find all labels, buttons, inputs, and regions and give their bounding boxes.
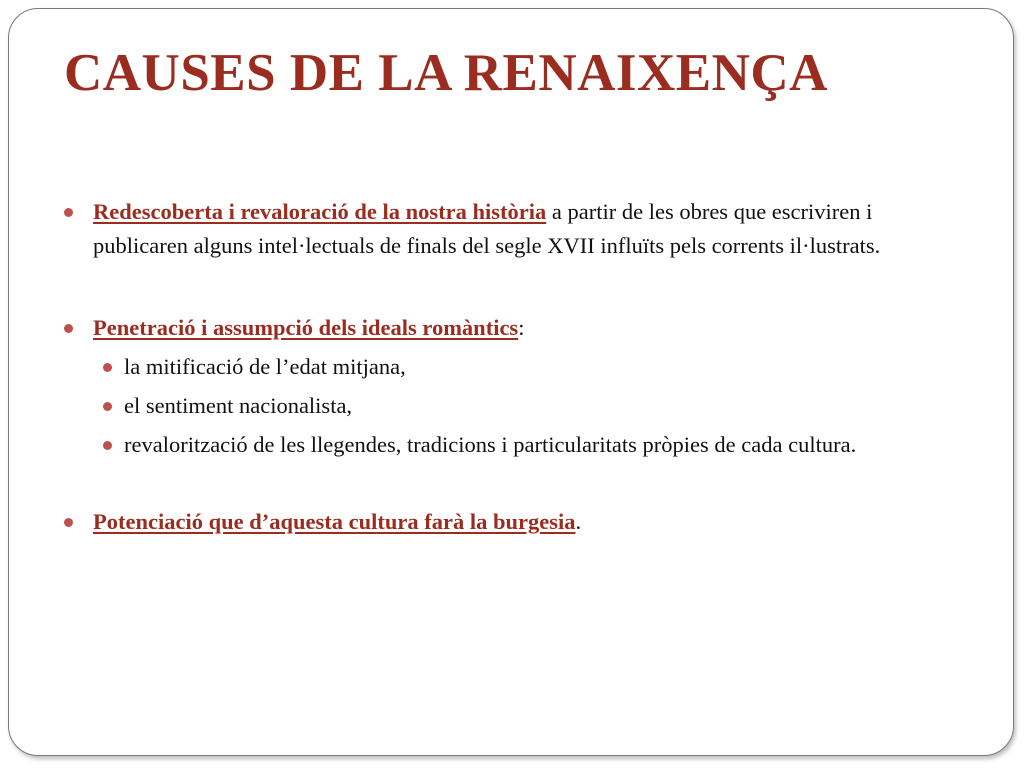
- bullet-item-bourgeoisie: [64, 505, 964, 539]
- slide-title: CAUSES DE LA RENAIXENÇA: [64, 44, 828, 102]
- sub-bullet-item: [64, 389, 964, 423]
- sub-bullet-text: la mitificació de l’edat mitjana,: [124, 354, 406, 379]
- romantic-ideals-link[interactable]: Penetració i assumpció dels ideals romàntics: [93, 315, 519, 340]
- bullet-text: .: [575, 509, 582, 534]
- sub-bullet-item: [64, 350, 964, 384]
- bourgeoisie-link[interactable]: Potenciació que d’aquesta cultura farà la burgesia: [93, 509, 576, 534]
- bullet-text: a partir de les obres que escriviren i publicaren alguns intel·lectuals de finals del segle XVII influïts pels corrents il·lustrats.: [93, 199, 881, 258]
- sub-bullet-item: [64, 428, 964, 462]
- history-link[interactable]: Redescoberta i revaloració de la nostra història: [93, 199, 547, 224]
- sub-bullet-text: revalorització de les llegendes, tradicions i particularitats pròpies de cada cultura.: [124, 432, 857, 457]
- bullet-item-history: [64, 195, 964, 263]
- bullet-dot-icon: [103, 402, 112, 411]
- bullet-dot-icon: [64, 518, 73, 527]
- sub-bullet-text: el sentiment nacionalista,: [124, 393, 353, 418]
- slide-content: [64, 189, 964, 539]
- bullet-dot-icon: [103, 441, 112, 450]
- bullet-text: :: [518, 315, 525, 340]
- bullet-item-romantic-ideals: [64, 311, 964, 345]
- bullet-dot-icon: [64, 208, 73, 217]
- slide-frame: [8, 8, 1014, 756]
- bullet-dot-icon: [64, 324, 73, 333]
- bullet-dot-icon: [103, 363, 112, 372]
